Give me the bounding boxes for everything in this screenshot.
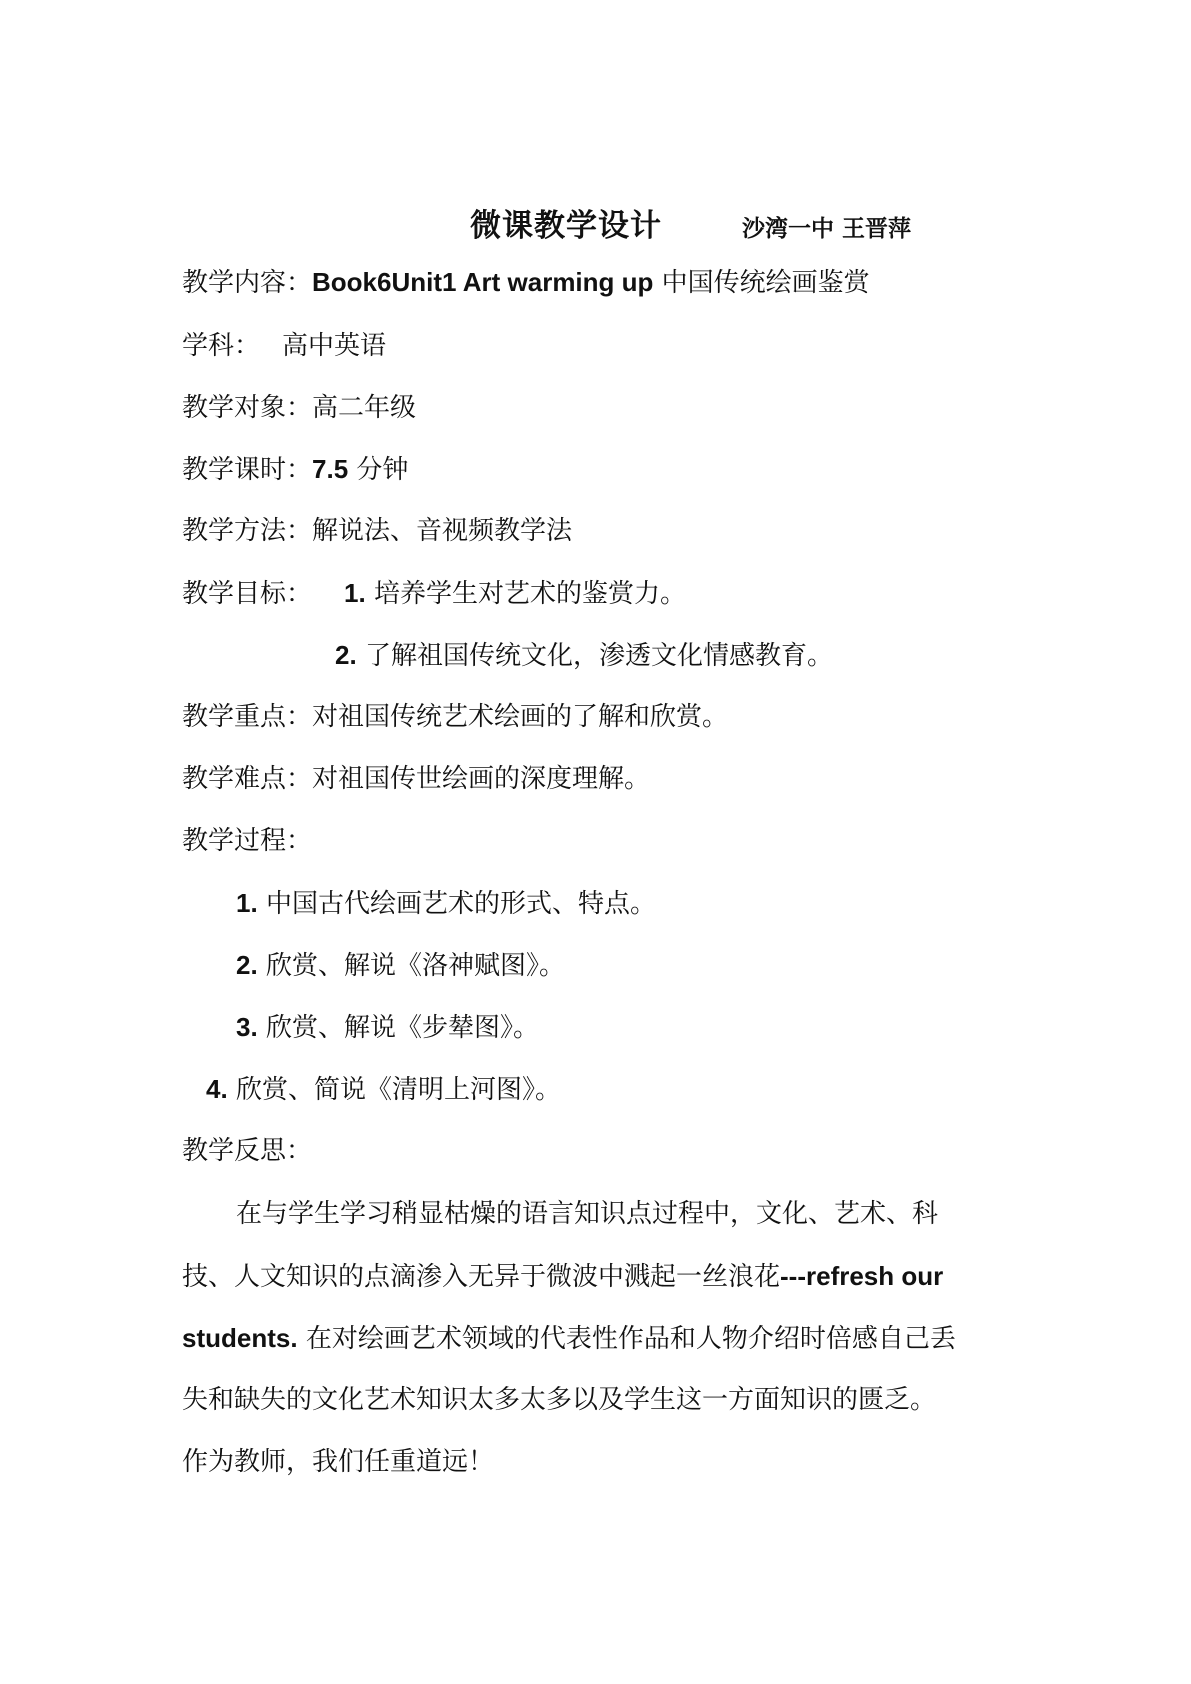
content-en: Book6Unit1 Art warming up: [312, 267, 654, 297]
method-value: 解说法、音视频教学法: [312, 516, 573, 546]
reflection-line-2: [182, 1258, 943, 1295]
reflection-line-4: [182, 1382, 936, 1418]
difficulty-value: 对祖国传世绘画的深度理解。: [312, 764, 651, 794]
reflection-label: 教学反思：: [182, 1136, 313, 1166]
content-cn: 中国传统绘画鉴赏: [653, 268, 870, 298]
content-label: 教学内容：: [182, 268, 313, 298]
goal-line-1: [182, 575, 686, 612]
goal-1-text: 培养学生对艺术的鉴赏力。: [365, 579, 686, 609]
reflection-text-2-cn: 技、人文知识的点滴渗入无异于微波中溅起一丝浪花: [182, 1262, 781, 1292]
process-item-2: [236, 947, 565, 984]
title-row: [0, 200, 1191, 248]
reflection-text-1: 在与学生学习稍显枯燥的语言知识点过程中，文化、艺术、科: [236, 1199, 939, 1229]
process-item-4-text: 欣赏、简说《清明上河图》。: [227, 1075, 561, 1105]
process-item-3-text: 欣赏、解说《步辇图》。: [257, 1013, 539, 1043]
subject-value: 高中英语: [282, 331, 387, 361]
subject-line: [182, 328, 386, 364]
reflection-line-5: [182, 1444, 494, 1480]
process-item-4-number: 4.: [206, 1074, 228, 1104]
reflection-text-3-cn: 在对绘画艺术领域的代表性作品和人物介绍时倍感自己丢: [297, 1324, 956, 1354]
target-label: 教学对象：: [182, 393, 313, 423]
target-line: [182, 390, 416, 426]
process-item-3: [236, 1009, 539, 1046]
duration-number: 7.5: [312, 454, 349, 484]
process-item-3-number: 3.: [236, 1012, 258, 1042]
goal-line-2: [335, 637, 833, 674]
key-value: 对祖国传统艺术绘画的了解和欣赏。: [312, 702, 729, 732]
duration-label: 教学课时：: [182, 455, 313, 485]
duration-unit: 分钟: [348, 455, 409, 485]
document-title: 微课教学设计: [470, 208, 662, 244]
goal-1-number: 1.: [344, 578, 366, 608]
process-item-4: [206, 1071, 561, 1108]
duration-line: [182, 451, 408, 488]
process-label: 教学过程：: [182, 826, 313, 856]
method-label: 教学方法：: [182, 516, 313, 546]
process-item-1-number: 1.: [236, 888, 258, 918]
reflection-text-3-en: students.: [182, 1323, 298, 1353]
goal-2-text: 了解祖国传统文化，渗透文化情感教育。: [356, 641, 833, 671]
reflection-text-4: 失和缺失的文化艺术知识太多太多以及学生这一方面知识的匮乏。: [182, 1385, 937, 1415]
key-label: 教学重点：: [182, 702, 313, 732]
process-item-1-text: 中国古代绘画艺术的形式、特点。: [257, 889, 656, 919]
process-item-1: [236, 885, 656, 922]
target-value: 高二年级: [312, 393, 417, 423]
difficulty-label: 教学难点：: [182, 764, 313, 794]
process-item-2-number: 2.: [236, 950, 258, 980]
reflection-line-3: [182, 1320, 956, 1357]
subject-label: 学科：: [182, 331, 261, 361]
reflection-heading: [182, 1133, 312, 1169]
goal-label: 教学目标：: [182, 579, 313, 609]
document-author: 沙湾一中 王晋萍: [742, 216, 912, 242]
process-item-2-text: 欣赏、解说《洛神赋图》。: [257, 951, 565, 981]
content-line: [182, 264, 870, 301]
reflection-text-2-en: ---refresh our: [780, 1261, 944, 1291]
key-line: [182, 699, 728, 735]
process-heading: [182, 823, 312, 859]
method-line: [182, 513, 572, 549]
reflection-line-1: [236, 1196, 938, 1232]
goal-2-number: 2.: [335, 640, 357, 670]
reflection-text-5: 作为教师，我们任重道远！: [182, 1447, 495, 1477]
difficulty-line: [182, 761, 650, 797]
